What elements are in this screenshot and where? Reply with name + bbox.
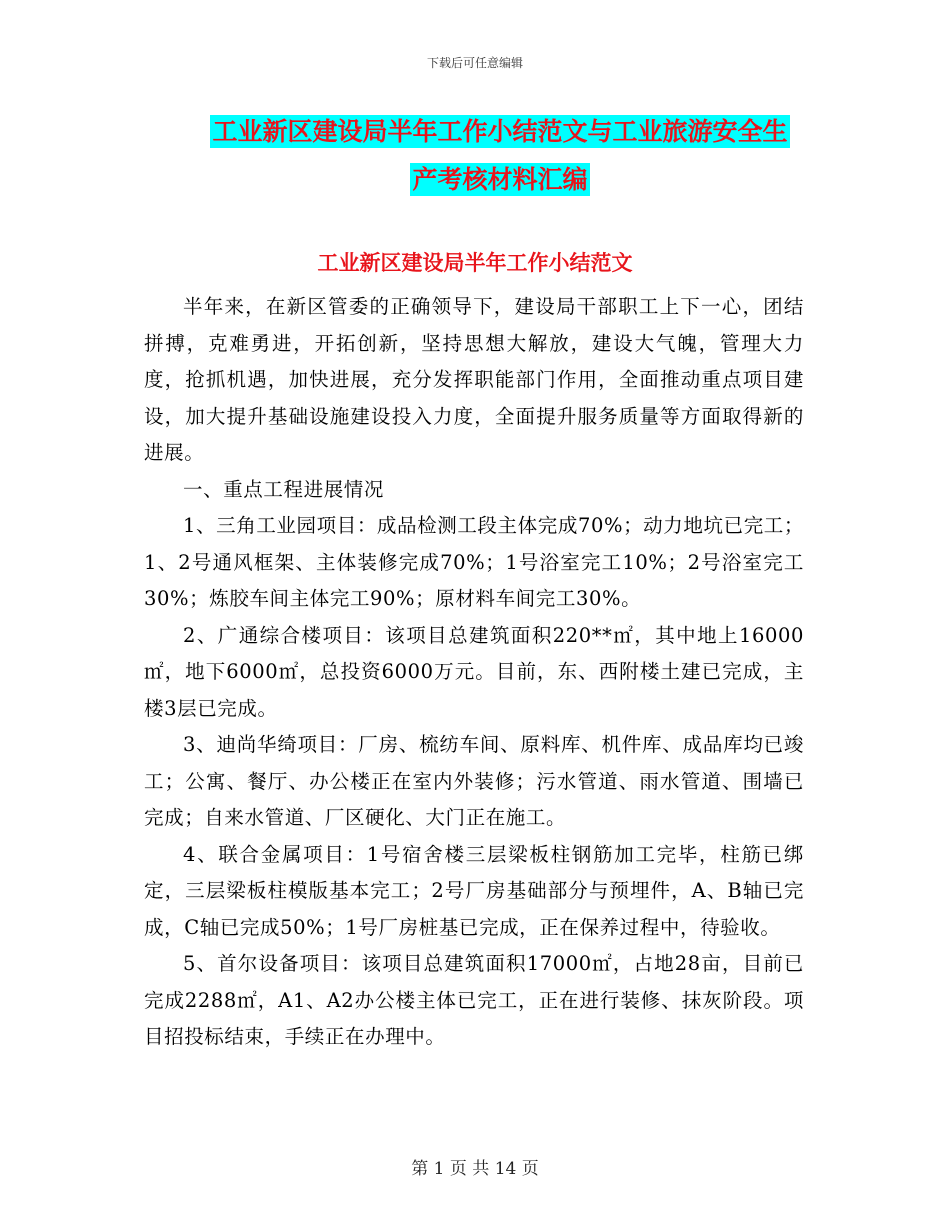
paragraph-item-2: 2、广通综合楼项目：该项目总建筑面积220**㎡，其中地上16000㎡，地下6000㎡，总投资6000万元。目前，东、西附楼土建已完成，主楼3层已完成。 (144, 623, 804, 720)
paragraph-item-3: 3、迪尚华绮项目：厂房、梳纺车间、原料库、机件库、成品库均已竣工；公寓、餐厅、办公楼正在室内外装修；污水管道、雨水管道、围墙已完成；自来水管道、厂区硬化、大门正在施工。 (144, 733, 804, 829)
paragraph-item-1: 1、三角工业园项目：成品检测工段主体完成70%；动力地坑已完工；1、2号通风框架、主体装修完成70%；1号浴室完工10%；2号浴室完工30%；炼胶车间主体完工90%；原材料车间完工30%。 (144, 514, 804, 610)
page-number: 第 1 页 共 14 页 (411, 1159, 539, 1179)
paragraph-item-5: 5、首尔设备项目：该项目总建筑面积17000㎡，占地28亩，目前已完成2288㎡，A1、A2办公楼主体已完工，正在进行装修、抹灰阶段。项目招投标结束，手续正在办理中。 (144, 952, 804, 1048)
document-title (140, 108, 860, 204)
document-title-line-1: 工业新区建设局半年工作小结范文与工业旅游安全生 (212, 117, 788, 146)
document-body (144, 289, 804, 1056)
paragraph-item-4: 4、联合金属项目：1号宿舍楼三层梁板柱钢筋加工完毕，柱筋已绑定，三层梁板柱模版基本完工；2号厂房基础部分与预埋件，A、B轴已完成，C轴已完成50%；1号厂房桩基已完成，正在保养过程中，待验收。 (144, 842, 804, 939)
paragraph-intro: 半年来，在新区管委的正确领导下，建设局干部职工上下一心，团结拼搏，克难勇进，开拓创新，坚持思想大解放，建设大气魄，管理大力度，抢抓机遇，加快进展，充分发挥职能部门作用，全面推动重点项目建设，加大提升基础设施建设投入力度，全面提升服务质量等方面取得新的进展。 (144, 295, 804, 464)
paragraph-heading-key-projects: 一、重点工程进展情况 (183, 477, 385, 501)
document-title-line-2: 产考核材料汇编 (412, 165, 588, 194)
header-note: 下载后可任意编辑 (426, 56, 523, 70)
section-title: 工业新区建设局半年工作小结范文 (317, 250, 633, 275)
